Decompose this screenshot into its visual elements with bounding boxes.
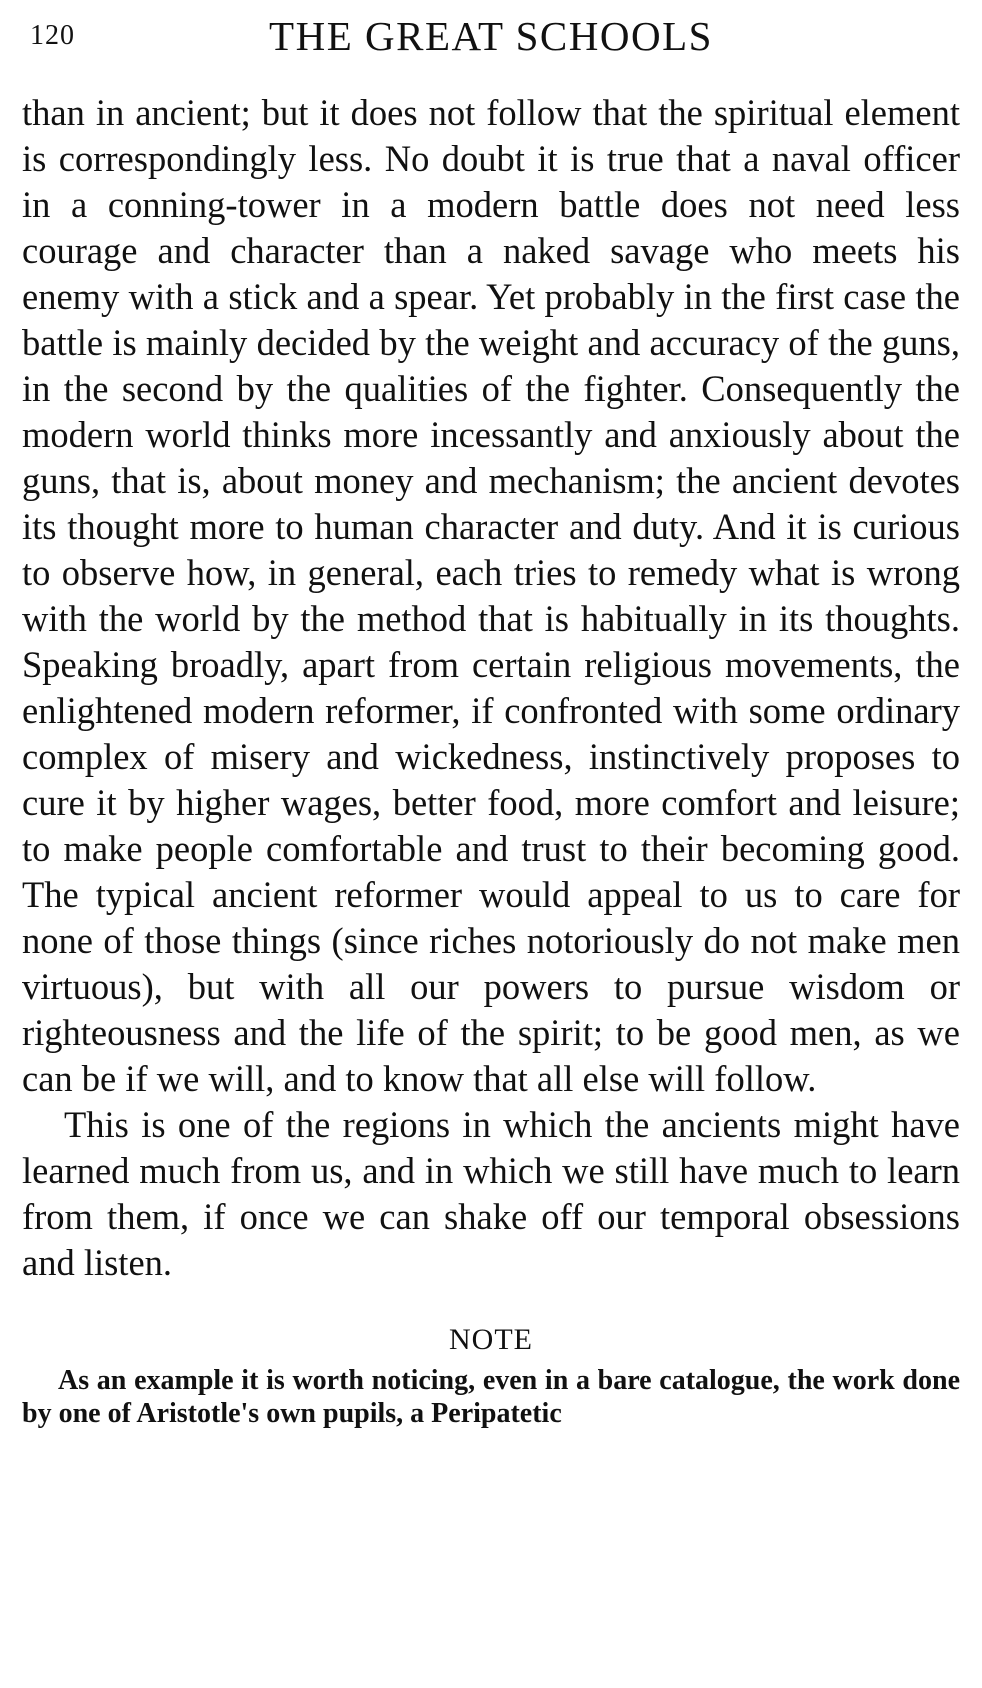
- body-text: [22, 70, 960, 1286]
- paragraph: than in ancient; but it does not follow that the spiritual element is correspondingly less. No doubt it is true that a naval officer in a conning-tower in a modern battle does not need less courage and character than a naked savage who meets his enemy with a stick and a spear. Yet probably in the first case the battle is mainly decided by the weight and accuracy of the guns, in the second by the qualities of the fighter. Consequently the modern world thinks more incessantly and anxiously about the guns, that is, about money and mechanism; the ancient devotes its thought more to human character and duty. And it is curious to observe how, in general, each tries to remedy what is wrong with the world by the method that is habitually in its thoughts. Speaking broadly, apart from certain religious movements, the enlightened modern reformer, if confronted with some ordinary complex of misery and wickedness, instinctively proposes to cure it by higher wages, better food, more comfort and leisure; to make people comfortable and trust to their becoming good. The typical ancient reformer would appeal to us to care for none of those things (since riches notoriously do not make men virtuous), but with all our powers to pursue wisdom or righteousness and the life of the spirit; to be good men, as we can be if we will, and to know that all else will follow.: [22, 92, 960, 1099]
- paragraph: This is one of the regions in which the ancients might have learned much from us, and in which we still have much to learn from them, if once we can shake off our temporal obsessions and listen.: [22, 1104, 960, 1283]
- book-page: [22, 0, 960, 1430]
- page-header: [22, 0, 960, 70]
- page-number: 120: [30, 20, 75, 51]
- running-title: THE GREAT SCHOOLS: [269, 13, 713, 59]
- note-heading: NOTE: [449, 1323, 533, 1356]
- note-text: As an example it is worth noticing, even in a bare catalogue, the work done by one of Aristotle's own pupils, a Peripatetic: [22, 1365, 960, 1429]
